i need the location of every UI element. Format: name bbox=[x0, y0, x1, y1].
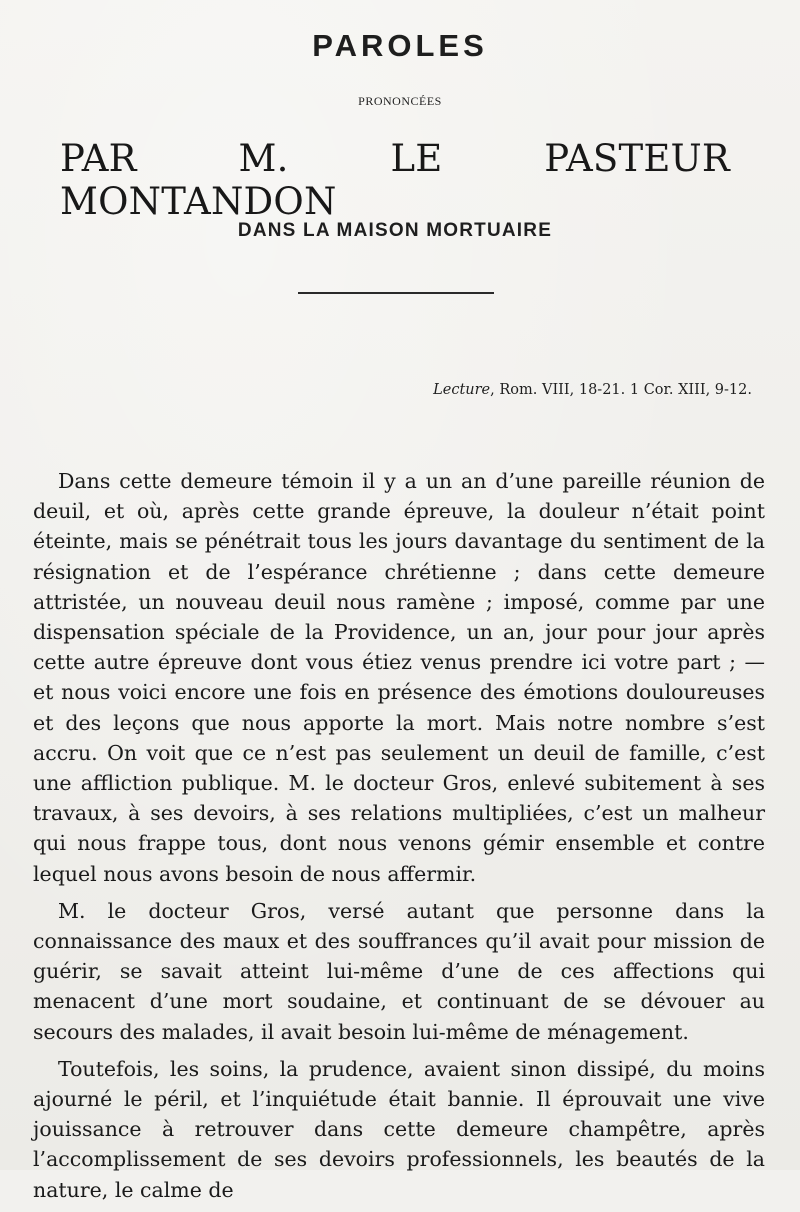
paragraph-1: Dans cette demeure témoin il y a un an d’une pareille réunion de deuil, et où, après cette grande épreuve, la douleur n’était point éteinte, mais se pénétrait tous les jours davantage du sentiment de la résignation et de l’espérance chrétienne ; dans cette demeure attristée, un nouveau deuil nous ramène ; imposé, comme par une dispensation spéciale de la Providence, un an, jour pour jour après cette autre épreuve dont vous étiez venus prendre ici votre part ; — et nous voici encore une fois en présence des émotions douloureuses et des leçons que nous apporte la mort. Mais notre nombre s’est accru. On voit que ce n’est pas seulement un deuil de famille, c’est une affliction publique. M. le docteur Gros, enlevé subitement à ses travaux, à ses devoirs, à ses relations multipliées, c’est un malheur qui nous frappe tous, dont nous venons gémir ensemble et contre lequel nous avons besoin de nous affermir. bbox=[33, 469, 765, 886]
paragraph-2: M. le docteur Gros, versé autant que personne dans la connaissance des maux et des souffrances qu’il avait pour mission de guérir, se savait atteint lui-même d’une de ces affections qui menacent d’une mort soudaine, et continuant de se dévouer au secours des malades, il avait besoin lui-même de ménagement. bbox=[33, 898, 765, 1044]
reading-label: Lecture bbox=[433, 382, 491, 398]
scripture-reading bbox=[433, 382, 752, 398]
body-text bbox=[33, 466, 765, 1212]
place-heading: DANS LA MAISON MORTUAIRE bbox=[237, 220, 553, 241]
speaker-heading: PAR M. LE PASTEUR MONTANDON bbox=[60, 137, 730, 223]
section-divider bbox=[298, 292, 494, 294]
paragraph-3: Toutefois, les soins, la prudence, avaient sinon dissipé, du moins ajourné le péril, et l’inquiétude était bannie. Il éprouvait une vive jouissance à retrouver dans cette demeure champêtre, après l’accomplissement de ses devoirs professionnels, les beautés de la nature, le calme de bbox=[33, 1056, 765, 1202]
document-subtitle: PRONONCÉES bbox=[358, 94, 442, 108]
document-title: PAROLES bbox=[312, 28, 488, 63]
reading-refs: , Rom. VIII, 18-21. 1 Cor. XIII, 9-12. bbox=[490, 382, 752, 398]
